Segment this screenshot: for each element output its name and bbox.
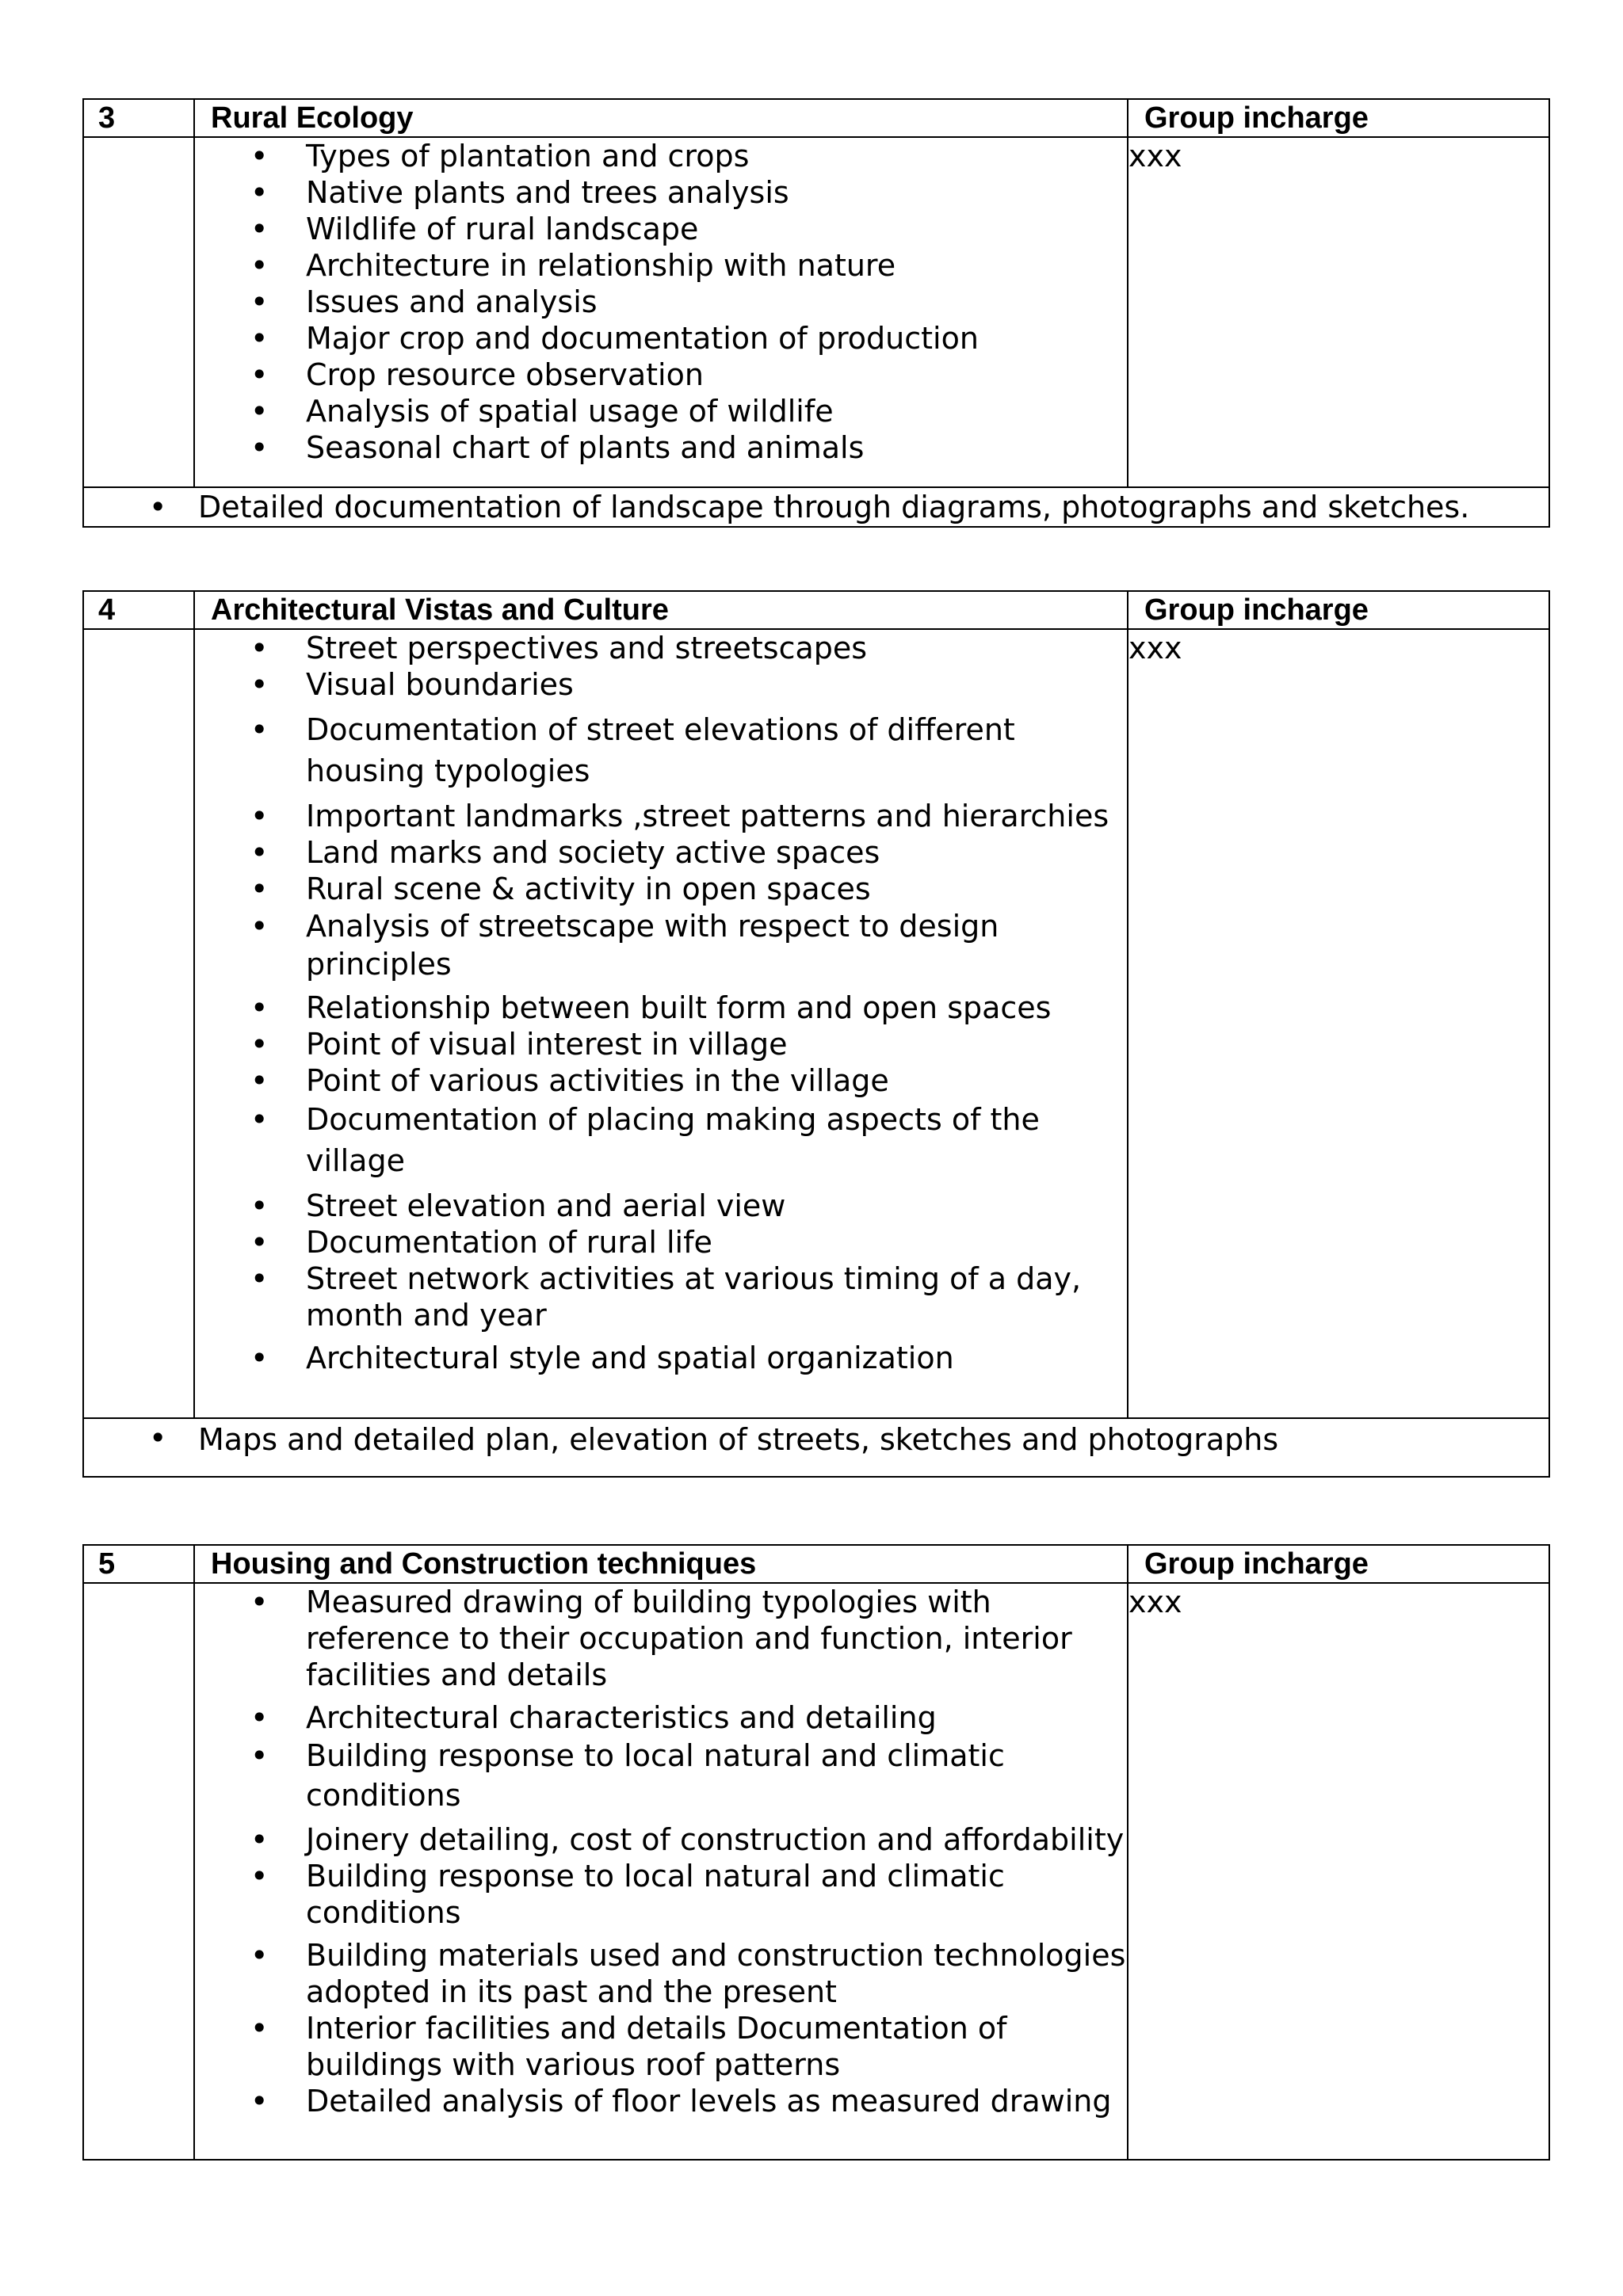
list-item: • Interior facilities and details Documentation of buildings with various roof patterns <box>195 2010 1127 2083</box>
list-item: • Major crop and documentation of production <box>195 320 1127 357</box>
list-item: • Street perspectives and streetscapes <box>195 630 1127 666</box>
list-item: • Analysis of streetscape with respect to design principles <box>195 907 1127 983</box>
list-item: • Building materials used and construction technologies adopted in its past and the present <box>195 1937 1127 2010</box>
section-4-table <box>82 590 1550 1478</box>
section-footer <box>83 487 1549 527</box>
list-item: • Architectural style and spatial organization <box>195 1340 1127 1376</box>
activity-list <box>195 1584 1127 2119</box>
section-body-row <box>83 137 1549 487</box>
activity-list <box>195 138 1127 466</box>
list-item: • Seasonal chart of plants and animals <box>195 429 1127 466</box>
section-title: Architectural Vistas and Culture <box>194 591 1128 629</box>
section-footer-row <box>83 487 1549 527</box>
list-item: • Architecture in relationship with nature <box>195 247 1127 284</box>
activities-cell <box>194 137 1128 487</box>
number-column-cell <box>83 1583 194 2160</box>
list-item: • Important landmarks ,street patterns and hierarchies <box>195 798 1127 834</box>
activities-cell <box>194 629 1128 1418</box>
footer-bullet-text: • Maps and detailed plan, elevation of streets, sketches and photographs <box>84 1419 1549 1459</box>
section-title: Rural Ecology <box>194 99 1128 137</box>
list-item: • Point of various activities in the village <box>195 1062 1127 1099</box>
section-5-table <box>82 1544 1550 2161</box>
list-item: • Measured drawing of building typologies with reference to their occupation and function, interior facilities and details <box>195 1584 1127 1693</box>
section-header-row <box>83 99 1549 137</box>
section-footer <box>83 1418 1549 1477</box>
list-item: • Wildlife of rural landscape <box>195 211 1127 247</box>
list-item: • Architectural characteristics and detailing <box>195 1699 1127 1736</box>
group-incharge-label: Group incharge <box>1128 99 1549 137</box>
list-item: • Issues and analysis <box>195 284 1127 320</box>
activity-list <box>195 630 1127 1376</box>
section-number: 5 <box>83 1545 194 1583</box>
list-item: • Point of visual interest in village <box>195 1026 1127 1062</box>
list-item: • Types of plantation and crops <box>195 138 1127 174</box>
activities-cell <box>194 1583 1128 2160</box>
section-number: 4 <box>83 591 194 629</box>
section-body-row <box>83 1583 1549 2160</box>
list-item: • Native plants and trees analysis <box>195 174 1127 211</box>
list-item: • Documentation of placing making aspects of the village <box>195 1099 1127 1181</box>
section-title: Housing and Construction techniques <box>194 1545 1128 1583</box>
section-number: 3 <box>83 99 194 137</box>
list-item: • Relationship between built form and open spaces <box>195 990 1127 1026</box>
list-item: • Joinery detailing, cost of construction and affordability <box>195 1821 1127 1858</box>
group-incharge-label: Group incharge <box>1128 1545 1549 1583</box>
section-header-row <box>83 1545 1549 1583</box>
section-header-row <box>83 591 1549 629</box>
section-3-table <box>82 98 1550 528</box>
group-incharge-label: Group incharge <box>1128 591 1549 629</box>
number-column-cell <box>83 137 194 487</box>
list-item: • Rural scene & activity in open spaces <box>195 871 1127 907</box>
list-item: • Street elevation and aerial view <box>195 1188 1127 1224</box>
group-incharge-value: xxx <box>1128 629 1549 1418</box>
section-body-row <box>83 629 1549 1418</box>
list-item: • Documentation of rural life <box>195 1224 1127 1261</box>
list-item: • Analysis of spatial usage of wildlife <box>195 393 1127 429</box>
group-incharge-value: xxx <box>1128 137 1549 487</box>
list-item: • Crop resource observation <box>195 357 1127 393</box>
list-item: • Building response to local natural and climatic conditions <box>195 1858 1127 1931</box>
group-incharge-value: xxx <box>1128 1583 1549 2160</box>
number-column-cell <box>83 629 194 1418</box>
footer-bullet-text: • Detailed documentation of landscape through diagrams, photographs and sketches. <box>84 488 1549 526</box>
list-item: • Building response to local natural and climatic conditions <box>195 1736 1127 1815</box>
list-item: • Detailed analysis of floor levels as measured drawing <box>195 2083 1127 2119</box>
list-item: • Visual boundaries <box>195 666 1127 703</box>
list-item: • Documentation of street elevations of different housing typologies <box>195 709 1127 791</box>
section-footer-row <box>83 1418 1549 1477</box>
list-item: • Street network activities at various timing of a day, month and year <box>195 1261 1127 1333</box>
list-item: • Land marks and society active spaces <box>195 834 1127 871</box>
